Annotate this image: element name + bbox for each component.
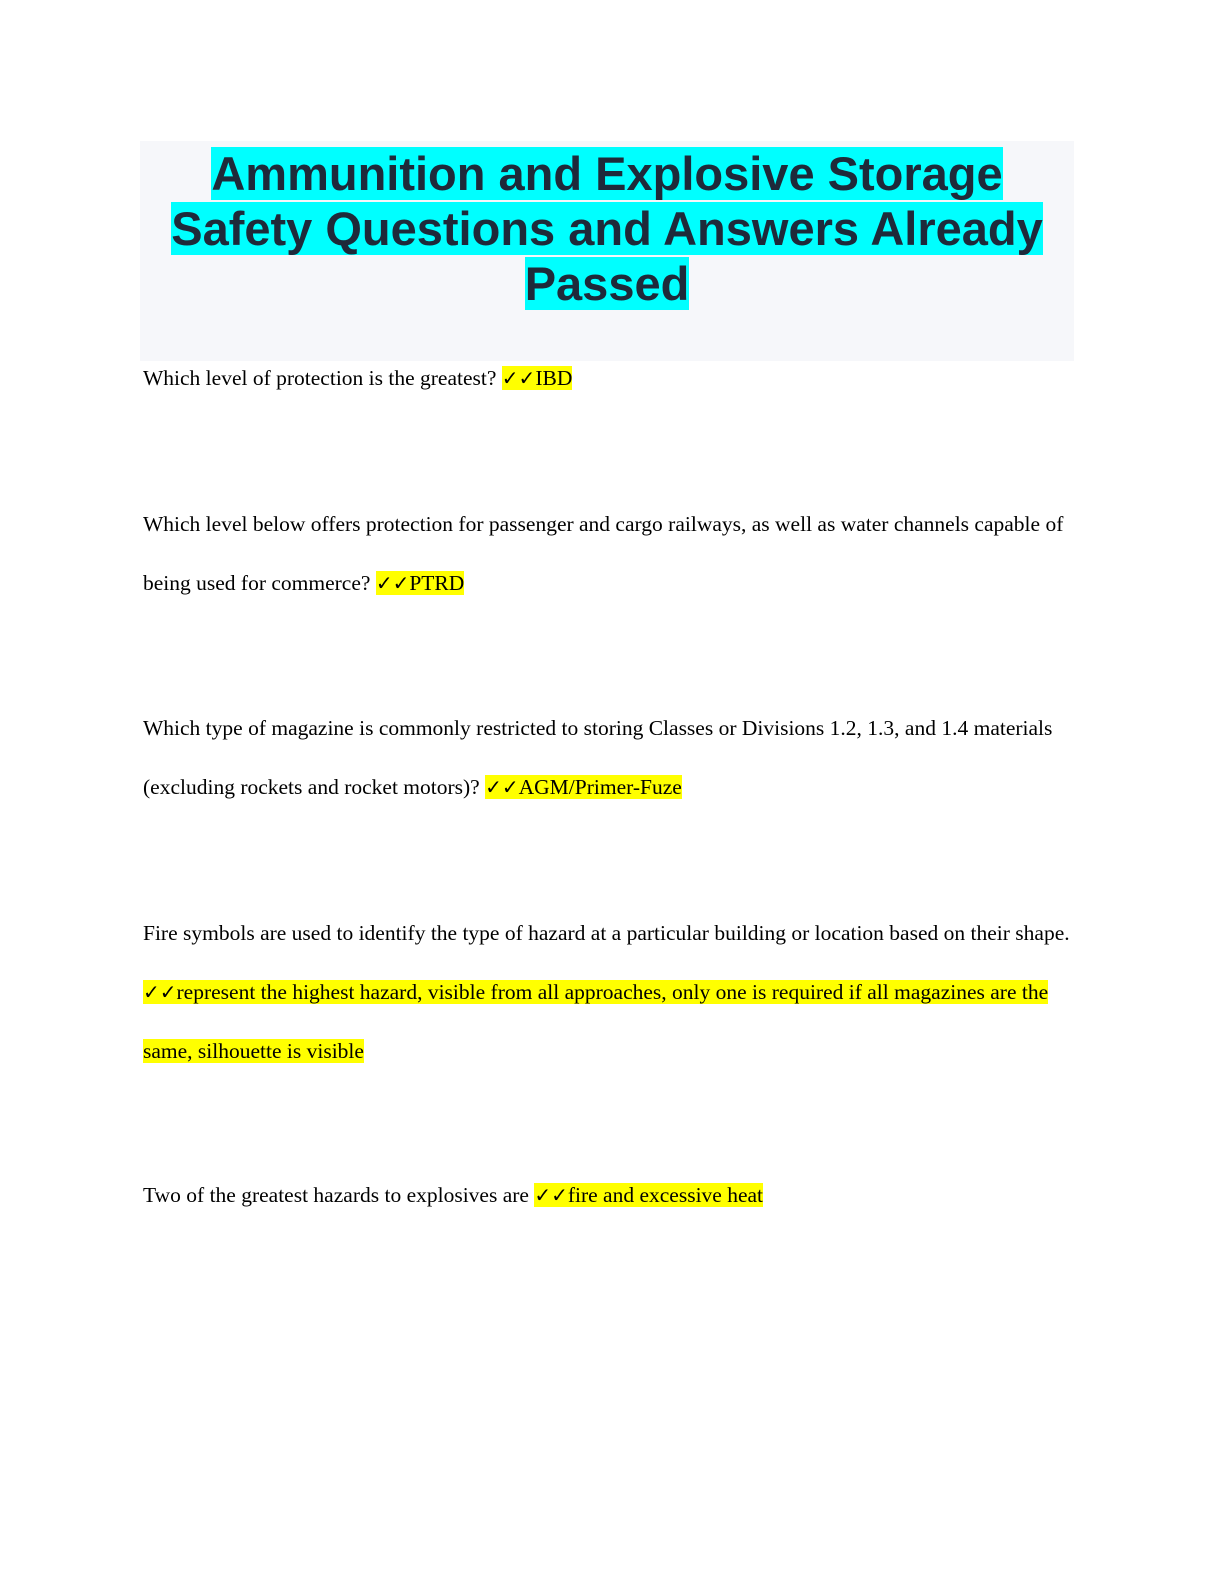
answer-highlight xyxy=(502,366,573,390)
title-block xyxy=(140,141,1074,361)
check-mark-icon: ✓✓ xyxy=(375,571,410,595)
answer-highlight xyxy=(376,571,464,595)
check-mark-icon: ✓✓ xyxy=(143,980,177,1004)
answer-text: PTRD xyxy=(409,571,465,595)
answer-text: fire and excessive heat xyxy=(567,1183,764,1207)
answer-text: represent the highest hazard, visible from all approaches, only one is required if all magazines are the same, silhouette is visible xyxy=(143,980,1049,1063)
qa-item-1 xyxy=(143,349,1073,408)
document-title-text: Ammunition and Explosive Storage Safety Questions and Answers Already Passed xyxy=(171,147,1043,310)
question-text: Which level of protection is the greatest? xyxy=(143,366,502,390)
check-mark-icon: ✓✓ xyxy=(534,1183,568,1207)
answer-text: AGM/Primer-Fuze xyxy=(518,775,682,799)
check-mark-icon: ✓✓ xyxy=(485,775,519,799)
question-text: Two of the greatest hazards to explosives are xyxy=(143,1183,535,1207)
question-text: Which type of magazine is commonly restricted to storing Classes or Divisions 1.2, 1.3, and 1.4 materials (excluding rockets and rocket motors)? xyxy=(143,716,1053,799)
answer-highlight xyxy=(143,980,1048,1063)
qa-item-5 xyxy=(143,1166,1073,1225)
qa-item-4 xyxy=(143,904,1073,1081)
qa-item-3 xyxy=(143,699,1073,817)
answer-highlight xyxy=(534,1183,763,1207)
document-title xyxy=(140,141,1074,311)
answer-text: IBD xyxy=(535,366,573,390)
answer-highlight xyxy=(485,775,682,799)
question-text: Which level below offers protection for passenger and cargo railways, as well as water channels capable of being used for commerce? xyxy=(143,512,1064,595)
qa-item-2 xyxy=(143,495,1073,613)
check-mark-icon: ✓✓ xyxy=(501,366,536,390)
question-text: Fire symbols are used to identify the type of hazard at a particular building or location based on their shape. xyxy=(143,921,1070,945)
